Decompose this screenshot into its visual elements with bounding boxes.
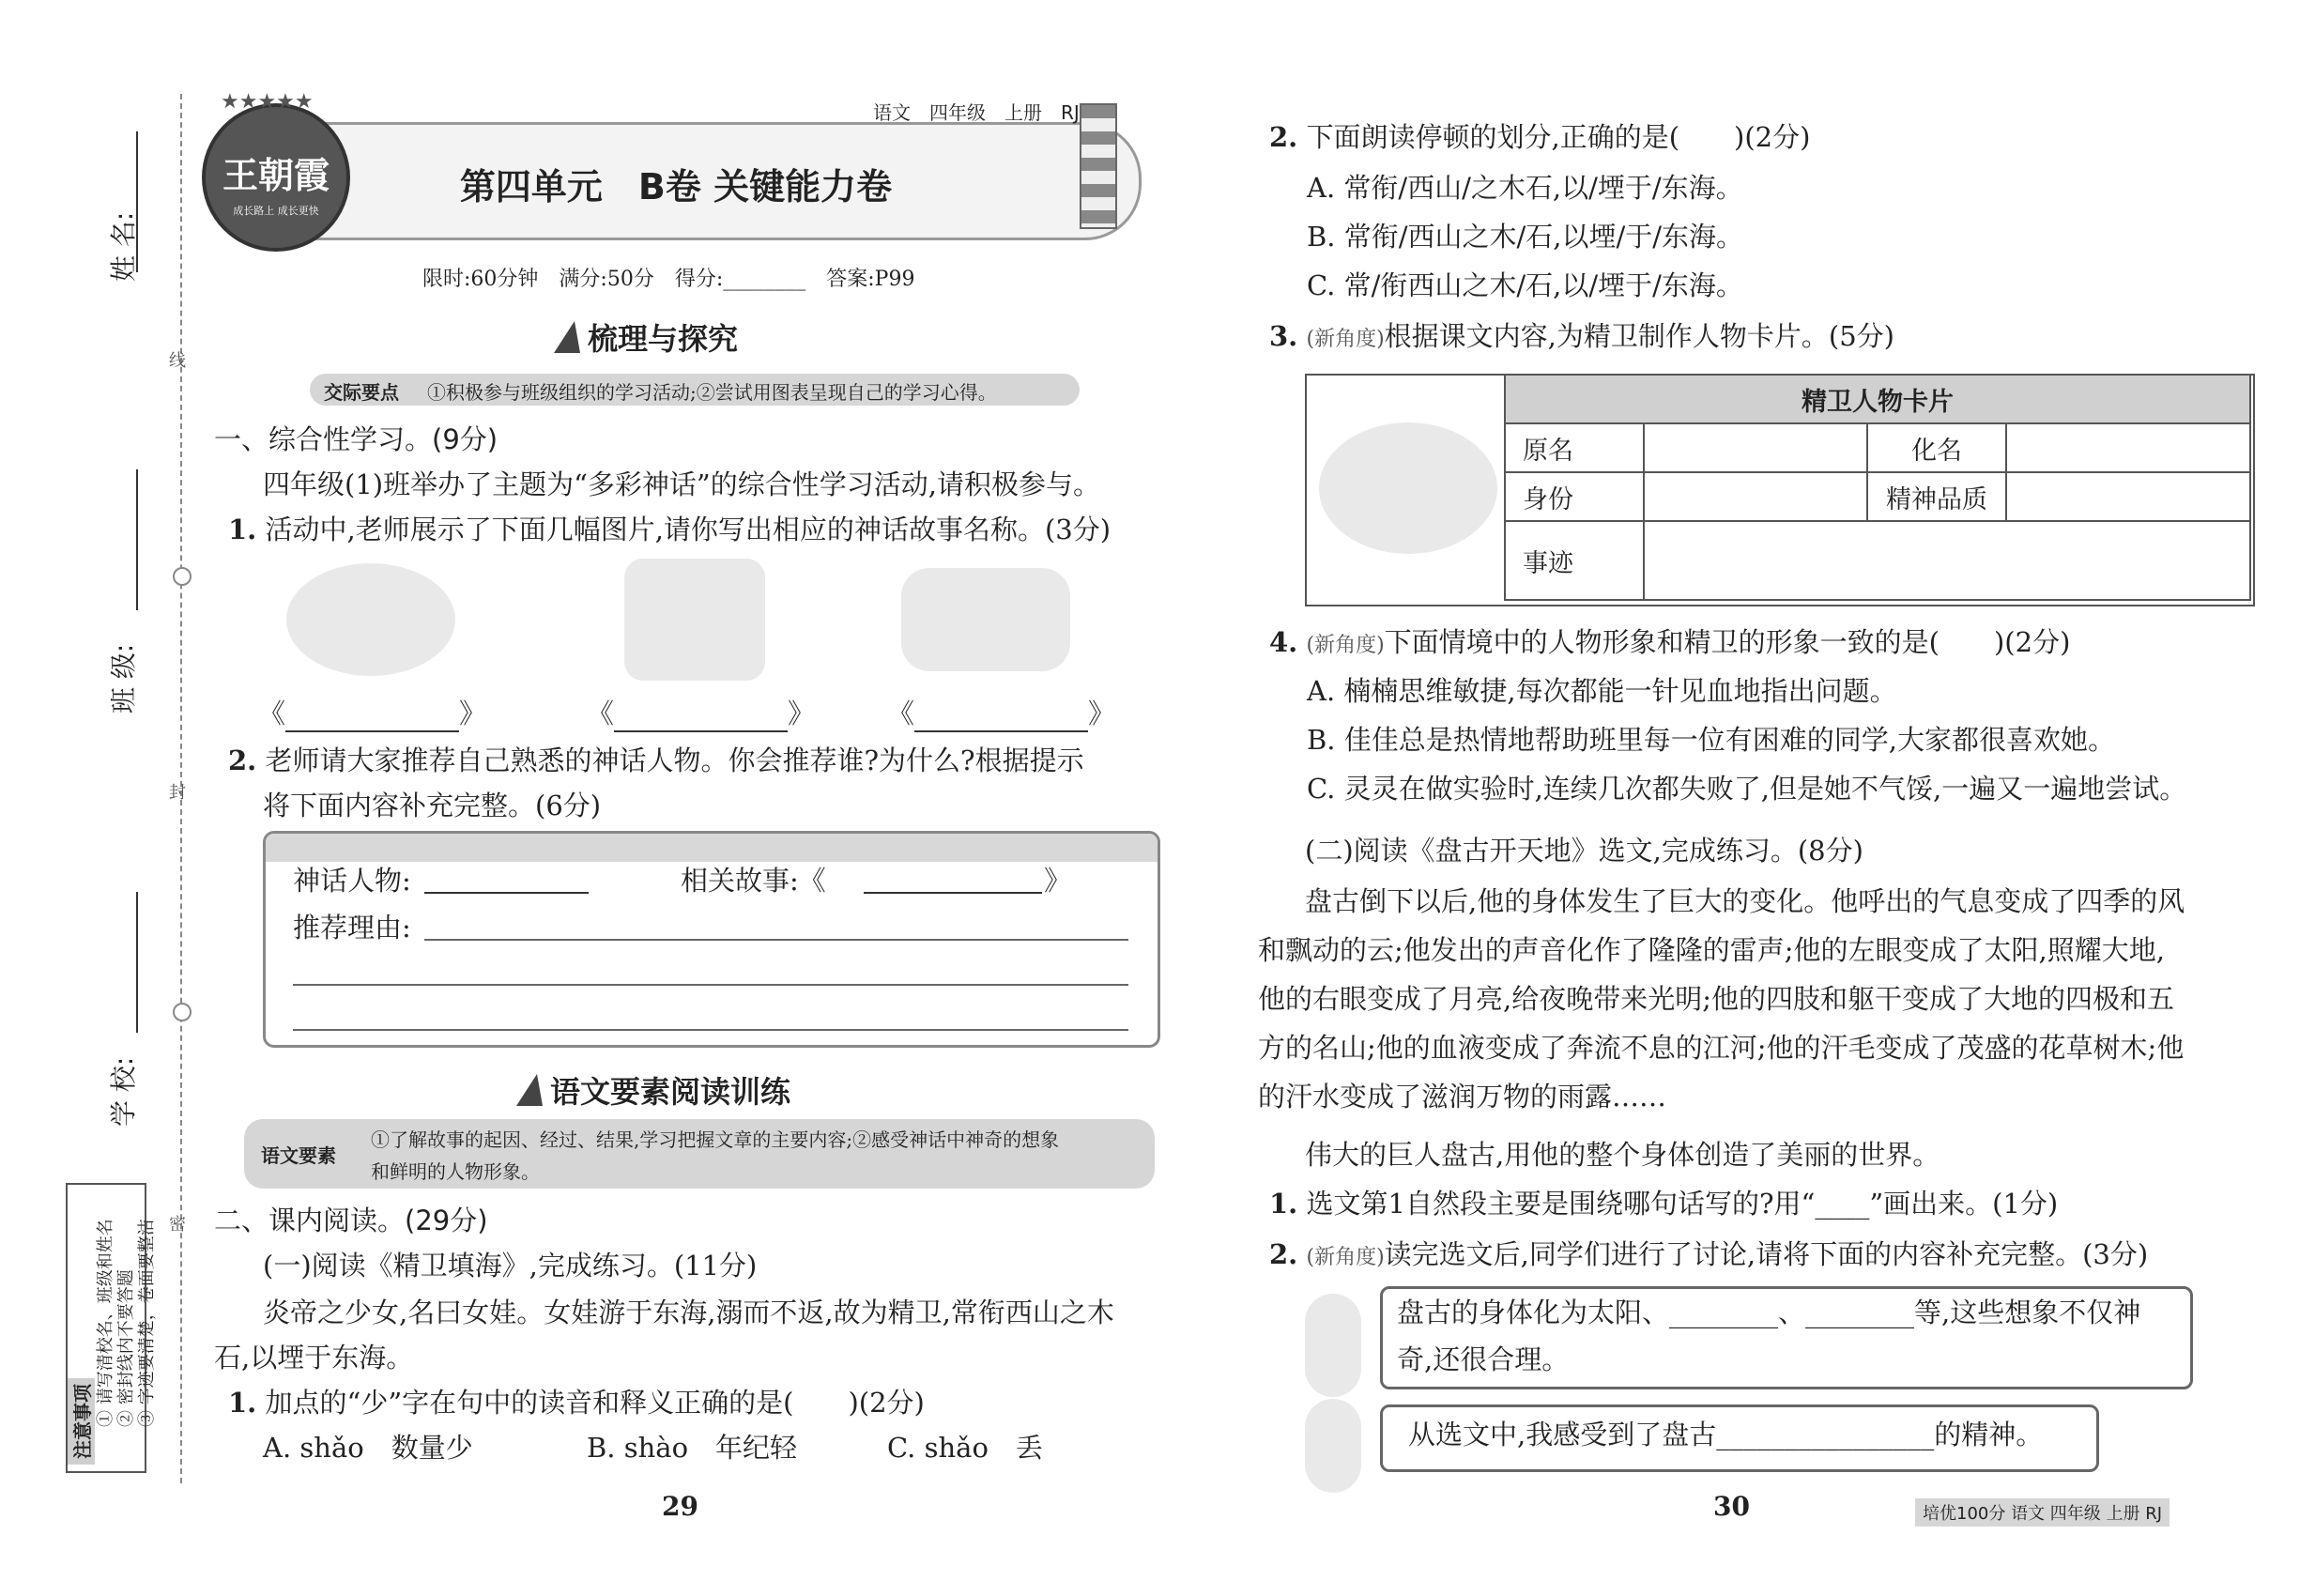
- pangu-passage-line3: 他的右眼变成了月亮,给夜晚带来光明;他的四肢和躯干变成了大地的四极和五: [1258, 983, 2174, 1015]
- name-label: 姓 名:: [108, 211, 139, 282]
- section2-tag: 语文要素: [261, 1144, 336, 1167]
- card-deeds-label: 事迹: [1505, 521, 1644, 600]
- part1-intro: 四年级(1)班举办了主题为“多彩神话”的综合性学习活动,请积极参与。: [263, 468, 1100, 500]
- r-p2-tag: (新角度): [1306, 1246, 1385, 1269]
- cut-mark-3: 密: [169, 1215, 186, 1235]
- blank-line[interactable]: [614, 702, 788, 732]
- card-title: 精卫人物卡片: [1505, 375, 2250, 423]
- box-person-line[interactable]: [424, 892, 589, 894]
- r-q4-tag: (新角度): [1306, 634, 1385, 657]
- r-q4-option-a[interactable]: A. 楠楠思维敏捷,每次都能一针见血地指出问题。: [1307, 675, 1897, 707]
- q3: [228, 1384, 925, 1421]
- box-story-line[interactable]: [864, 892, 1042, 894]
- logo-stars: ★★★★★: [221, 90, 314, 114]
- book-mark-open: 《: [887, 698, 915, 729]
- school-label: 学 校:: [108, 1056, 139, 1127]
- r-q3-tag: (新角度): [1306, 328, 1385, 351]
- section2-title: 语文要素阅读训练: [550, 1074, 791, 1110]
- q3-number: 1.: [228, 1387, 257, 1419]
- part2-sub: (一)阅读《精卫填海》,完成练习。(11分): [263, 1250, 758, 1281]
- box-story-close: 》: [1044, 865, 1072, 897]
- r-q2-option-a[interactable]: A. 常衔/西山/之木石,以/堙于/东海。: [1307, 172, 1743, 204]
- myth-picture-3: [901, 568, 1070, 671]
- r-q4-number: 4.: [1269, 626, 1298, 658]
- blank-line[interactable]: [914, 702, 1088, 732]
- lighthouse-icon: [1080, 103, 1117, 229]
- notice-item-1: ① 请写清校名、班级和姓名: [96, 1219, 115, 1427]
- r-q4: [1269, 623, 2070, 665]
- r-p1-text: 选文第1自然段主要是围绕哪句话写的?用“____”画出来。(1分): [1306, 1188, 2059, 1220]
- section1-tag: 交际要点: [324, 381, 399, 404]
- logo-subtext: 成长路上 成长更快: [233, 205, 319, 217]
- card-identity-label: 身份: [1505, 472, 1644, 521]
- logo: [202, 103, 350, 252]
- r-p2: [1269, 1235, 2148, 1277]
- q2-text-line2: 将下面内容补充完整。(6分): [263, 790, 602, 821]
- r-q2-number: 2.: [1269, 121, 1298, 153]
- character-card-table: [1504, 374, 2251, 601]
- school-line[interactable]: [136, 892, 138, 1033]
- jingwei-picture: [1319, 422, 1497, 554]
- section1-title-wrap: [554, 315, 738, 359]
- section1-title: 梳理与探究: [588, 321, 739, 357]
- book-mark-close: 》: [788, 698, 816, 729]
- book-mark-close: 》: [459, 698, 487, 729]
- section1-tag-text: ①积极参与班级组织的学习活动;②尝试用图表呈现自己的学习心得。: [427, 381, 997, 404]
- r-q4-option-b[interactable]: B. 佳佳总是热情地帮助班里每一位有困难的同学,大家都很喜欢她。: [1307, 724, 2115, 756]
- r-p1: [1269, 1185, 2058, 1222]
- book-mark-open: 《: [258, 698, 286, 729]
- q2-number: 2.: [228, 744, 257, 776]
- recommend-box-top-strip: [266, 834, 1158, 862]
- book-mark-open: 《: [587, 698, 615, 729]
- pangu-passage-line2: 和飘动的云;他发出的声音化作了隆隆的雷声;他的左眼变成了太阳,照耀大地,: [1258, 934, 2165, 966]
- q2-text-line1: 老师请大家推荐自己熟悉的神话人物。你会推荐谁?为什么?根据提示: [265, 744, 1084, 776]
- bubble2-text[interactable]: 从选文中,我感受到了盘古________________的精神。: [1408, 1419, 2044, 1450]
- q3-option-b[interactable]: B. shào 年纪轻: [587, 1432, 798, 1464]
- answer-blank-3[interactable]: [887, 695, 1115, 732]
- card-deeds-value[interactable]: [1644, 521, 2250, 600]
- passage-line2: 石,以堙于东海。: [214, 1342, 414, 1373]
- header-meta: 语文 四年级 上册 RJ: [873, 101, 1080, 124]
- myth-picture-2: [624, 559, 765, 681]
- page-title: 第四单元 B卷 关键能力卷: [459, 166, 893, 207]
- r-p1-number: 1.: [1269, 1188, 1298, 1220]
- card-spirit-value[interactable]: [2006, 472, 2250, 521]
- notice-title: 注意事项: [68, 1378, 95, 1465]
- part-b-heading: (二)阅读《盘古开天地》选文,完成练习。(8分): [1305, 835, 1863, 867]
- box-person-label: 神话人物:: [293, 865, 411, 897]
- r-q2-option-c[interactable]: C. 常/衔西山之木/石,以/堙于/东海。: [1307, 269, 1743, 301]
- reason-line-2[interactable]: [293, 984, 1128, 986]
- pangu-passage-end: 伟大的巨人盘古,用他的整个身体创造了美丽的世界。: [1305, 1139, 1940, 1171]
- cut-mark-2: 封: [169, 783, 186, 803]
- binding-hole-2: [173, 1003, 192, 1021]
- q3-option-a[interactable]: A. shǎo 数量少: [263, 1432, 473, 1464]
- part1-heading: 一、综合性学习。(9分): [214, 423, 498, 455]
- logo-text: 王朝霞: [222, 154, 330, 196]
- section2-tag-text2: 和鲜明的人物形象。: [371, 1160, 540, 1183]
- r-q2: [1269, 118, 1810, 156]
- reason-line-3[interactable]: [293, 1029, 1128, 1031]
- class-label: 班 级:: [108, 643, 139, 714]
- bubble1-line1[interactable]: 盘古的身体化为太阳、________、________等,这些想象不仅神: [1397, 1297, 2141, 1328]
- pangu-passage-line5: 的汗水变成了滋润万物的雨露……: [1258, 1081, 1667, 1113]
- r-q2-option-b[interactable]: B. 常衔/西山之木/石,以堙/于/东海。: [1307, 221, 1744, 253]
- q1: [228, 511, 1111, 548]
- page-number-left: 29: [662, 1491, 698, 1522]
- cut-mark-1: 线: [169, 351, 186, 371]
- sailboat-icon: [516, 1074, 543, 1106]
- reason-line-1[interactable]: [424, 939, 1128, 941]
- r-p2-number: 2.: [1269, 1238, 1298, 1270]
- answer-blank-1[interactable]: [258, 695, 486, 732]
- bubble1-line2: 奇,还很合理。: [1397, 1343, 1570, 1375]
- q1-text: 活动中,老师展示了下面几幅图片,请你写出相应的神话故事名称。(3分): [265, 514, 1112, 545]
- book-mark-close: 》: [1088, 698, 1116, 729]
- q2: [228, 742, 1084, 779]
- r-q2-text: 下面朗读停顿的划分,正确的是( )(2分): [1306, 121, 1811, 153]
- q3-option-c[interactable]: C. shǎo 丢: [887, 1432, 1043, 1464]
- part2-heading: 二、课内阅读。(29分): [214, 1205, 488, 1236]
- card-original-name-value[interactable]: [1644, 423, 1867, 472]
- q1-number: 1.: [228, 514, 257, 545]
- r-q4-text: 下面情境中的人物形象和精卫的形象一致的是( )(2分): [1384, 626, 2071, 658]
- notice-item-2: ② 密封线内不要答题: [116, 1269, 136, 1427]
- section2-tag-text1: ①了解故事的起因、经过、结果,学习把握文章的主要内容;②感受神话中神奇的想象: [371, 1128, 1060, 1151]
- sailboat-icon: [554, 321, 580, 353]
- page-number-right: 30: [1713, 1491, 1750, 1522]
- pangu-passage-line4: 方的名山;他的血液变成了奔流不息的江河;他的汗毛变成了茂盛的花草树木;他: [1258, 1032, 2185, 1064]
- r-q3: [1269, 317, 1894, 359]
- q3-text: 加点的“少”字在句中的读音和释义正确的是( )(2分): [265, 1387, 925, 1419]
- r-p2-text: 读完选文后,同学们进行了讨论,请将下面的内容补充完整。(3分): [1384, 1238, 2149, 1270]
- r-q3-number: 3.: [1269, 320, 1298, 352]
- card-transformed-value[interactable]: [2006, 423, 2250, 472]
- card-identity-value[interactable]: [1644, 472, 1867, 521]
- girl-avatar: [1305, 1294, 1361, 1397]
- exam-info: 限时:60分钟 满分:50分 得分:________ 答案:P99: [422, 268, 915, 291]
- card-spirit-label: 精神品质: [1867, 472, 2006, 521]
- r-q3-text: 根据课文内容,为精卫制作人物卡片。(5分): [1384, 320, 1894, 352]
- answer-blank-2[interactable]: [587, 695, 815, 732]
- box-story-label: 相关故事:《: [681, 865, 826, 897]
- card-transformed-label: 化名: [1867, 423, 2006, 472]
- myth-picture-1: [286, 563, 455, 676]
- footer-series: 培优100分 语文 四年级 上册 RJ: [1915, 1498, 2170, 1527]
- boy-avatar: [1305, 1399, 1361, 1493]
- pangu-passage-line1: 盘古倒下以后,他的身体发生了巨大的变化。他呼出的气息变成了四季的风: [1305, 885, 2185, 917]
- box-reason-label: 推荐理由:: [293, 912, 411, 944]
- binding-margin: [0, 0, 188, 1596]
- blank-line[interactable]: [285, 702, 459, 732]
- binding-hole-1: [173, 567, 192, 586]
- passage-line1: 炎帝之少女,名曰女娃。女娃游于东海,溺而不返,故为精卫,常衔西山之木: [263, 1297, 1114, 1328]
- name-line[interactable]: [136, 131, 138, 272]
- class-line[interactable]: [136, 469, 138, 610]
- section2-title-wrap: [516, 1068, 790, 1112]
- card-original-name-label: 原名: [1505, 423, 1644, 472]
- notice-item-3: ③ 字迹要清楚，卷面要整洁: [137, 1219, 157, 1427]
- r-q4-option-c[interactable]: C. 灵灵在做实验时,连续几次都失败了,但是她不气馁,一遍又一遍地尝试。: [1307, 773, 2187, 805]
